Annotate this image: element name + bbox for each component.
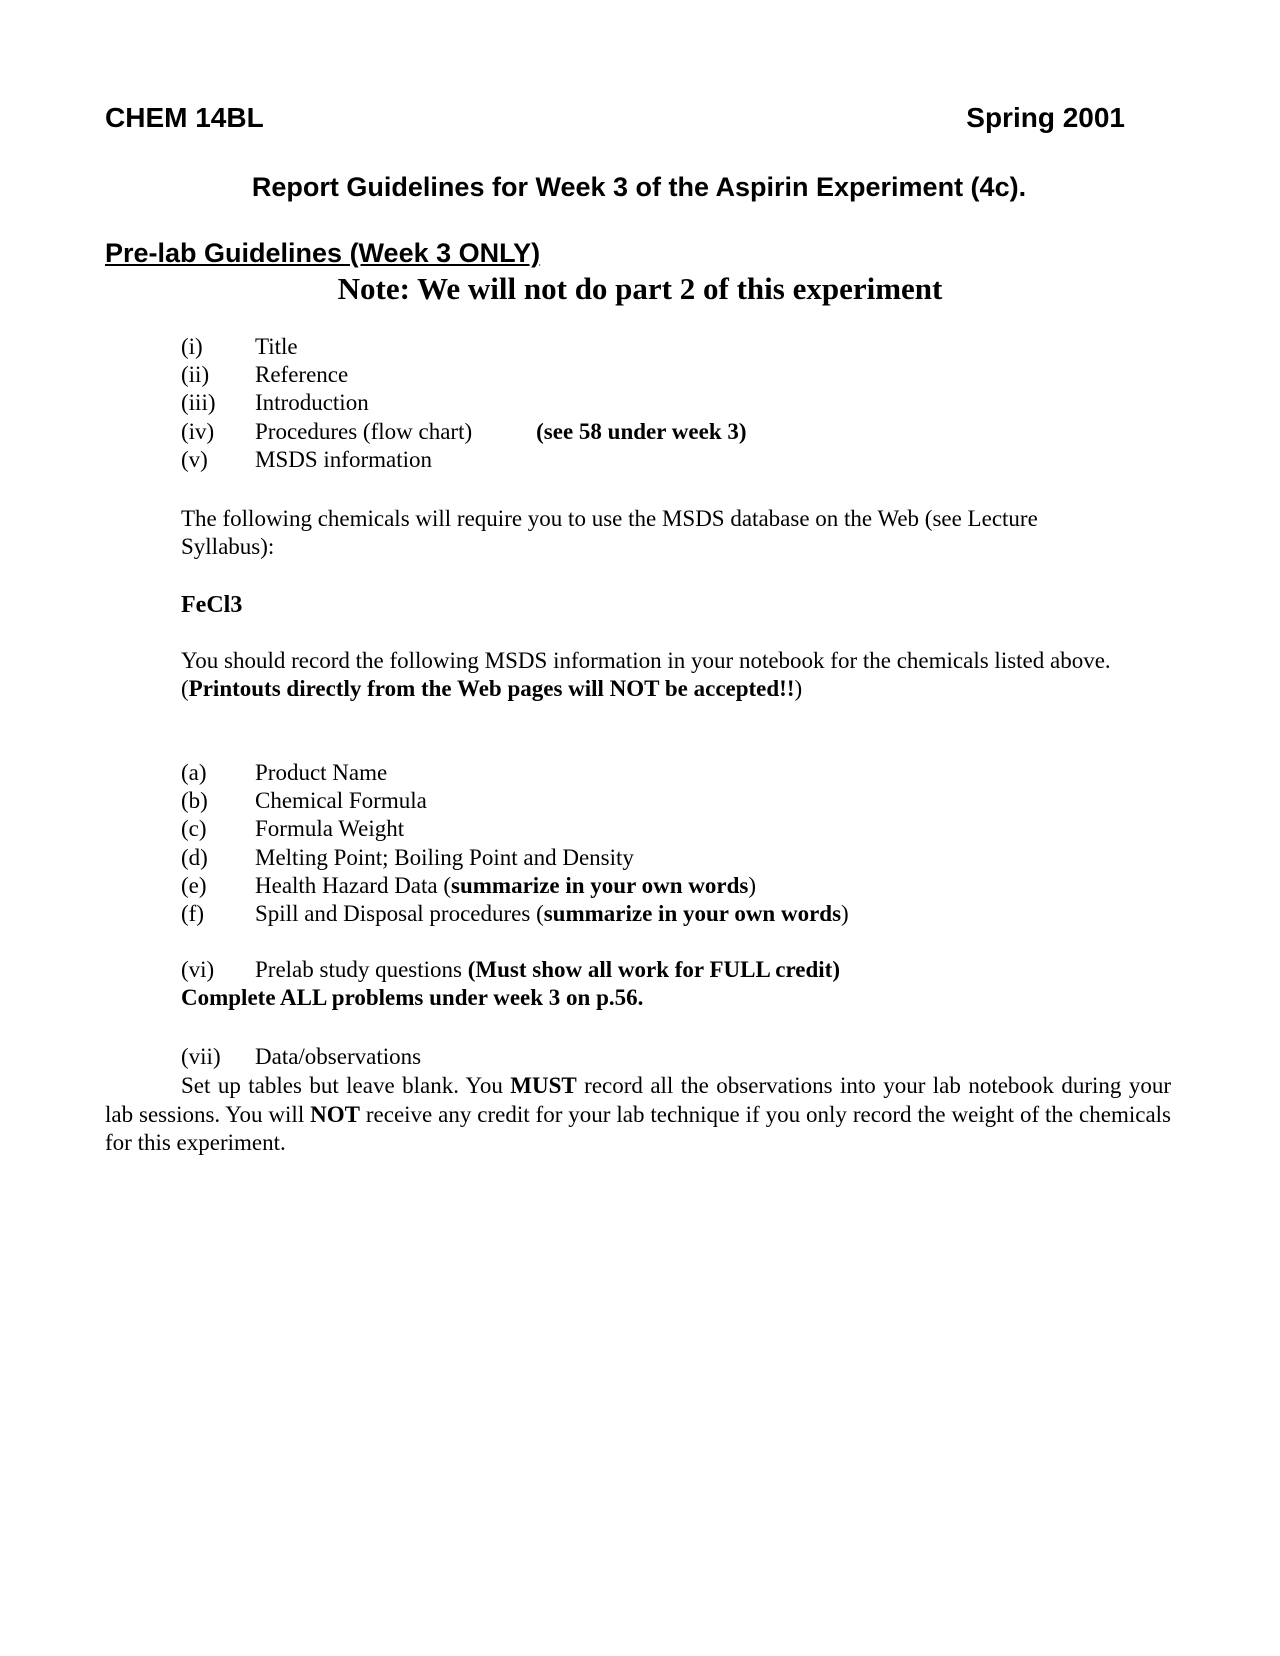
- list-item: (c) Formula Weight: [181, 816, 405, 842]
- list-item: (vi) Prelab study questions (Must show all work for FULL credit): [181, 957, 840, 982]
- list-item: (v) MSDS information: [181, 446, 432, 472]
- prelab-item: [181, 956, 840, 1012]
- msds-items-list: [181, 759, 849, 928]
- observations-instructions: Set up tables but leave blank. You MUST record all the observations into your lab notebook during your lab sessions. You will NOT receive any credit for your lab technique if you only record the weight of the chemicals for this experiment.: [105, 1073, 1172, 1155]
- chemical-formula: FeCl3: [181, 592, 243, 618]
- list-item: (a) Product Name: [181, 760, 388, 785]
- record-instructions: You should record the following MSDS information in your notebook for the chemicals listed above. (Printouts directly from the Web pages will NOT be accepted!!): [181, 648, 1111, 701]
- list-item: (d) Melting Point; Boiling Point and Density: [181, 844, 634, 870]
- page-header: [105, 102, 1125, 134]
- data-observations-item: [181, 1043, 421, 1071]
- msds-intro-text: The following chemicals will require you to use the MSDS database on the Web (see Lecture Syllabus):: [181, 506, 1038, 559]
- list-item: (vii) Data/observations: [181, 1044, 422, 1069]
- prelab-complete-note: Complete ALL problems under week 3 on p.56.: [181, 985, 644, 1011]
- list-item: (ii) Reference: [181, 362, 349, 388]
- list-item: (i) Title: [181, 334, 298, 359]
- report-items-list: [181, 333, 747, 474]
- page-reference: (see 58 under week 3): [536, 418, 747, 444]
- term-label: Spring 2001: [966, 102, 1125, 133]
- list-item: (iii) Introduction: [181, 390, 369, 416]
- list-item: [181, 984, 840, 1012]
- list-item: (iv) Procedures (flow chart) (see 58 under week 3): [181, 418, 747, 446]
- course-code: CHEM 14BL: [105, 102, 264, 133]
- section-heading: Pre-lab Guidelines (Week 3 ONLY): [105, 238, 541, 268]
- list-item: (f) Spill and Disposal procedures (summarize in your own words): [181, 901, 849, 927]
- list-item: (b) Chemical Formula: [181, 788, 427, 814]
- document-title: Report Guidelines for Week 3 of the Aspirin Experiment (4c).: [251, 172, 1027, 202]
- list-item: (e) Health Hazard Data (summarize in your own words): [181, 872, 757, 898]
- printout-warning: Printouts directly from the Web pages will NOT be accepted!!: [188, 676, 795, 701]
- note-line: Note: We will not do part 2 of this experiment: [337, 271, 943, 306]
